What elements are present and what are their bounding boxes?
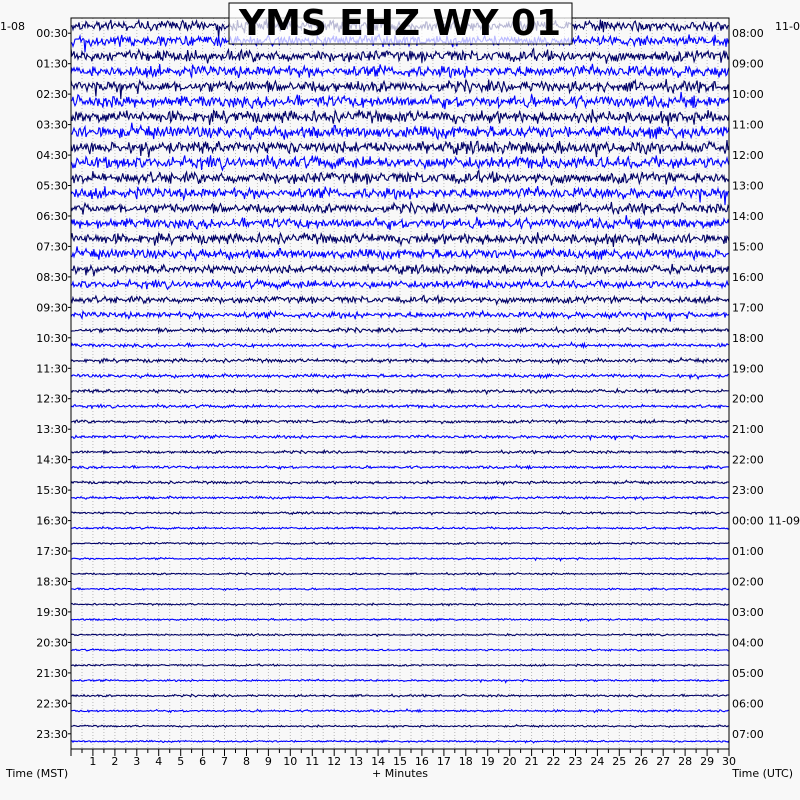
left-time-label: 11:30 xyxy=(36,362,68,376)
right-time-label: 07:00 xyxy=(732,727,764,741)
left-time-label: 16:30 xyxy=(36,514,68,528)
x-tick-label: 27 xyxy=(656,755,671,768)
x-tick-label: 25 xyxy=(612,755,627,768)
left-time-label: 13:30 xyxy=(36,423,68,437)
right-time-label: 08:00 xyxy=(732,27,764,41)
left-time-label: 09:30 xyxy=(36,301,68,315)
x-axis-label-left: Time (MST) xyxy=(6,767,69,780)
x-tick-label: 12 xyxy=(327,755,342,768)
x-tick-label: 28 xyxy=(678,755,693,768)
left-time-label: 21:30 xyxy=(36,666,68,680)
x-tick-label: 17 xyxy=(436,755,451,768)
right-time-label: 03:00 xyxy=(732,605,764,619)
x-axis-label-right: Time (UTC) xyxy=(732,767,793,780)
left-time-label: 03:30 xyxy=(36,118,68,132)
left-time-label: 04:30 xyxy=(36,149,68,163)
x-tick-label: 20 xyxy=(502,755,517,768)
right-time-label: 16:00 xyxy=(732,270,764,284)
right-time-label: 22:00 xyxy=(732,453,764,467)
left-time-label: 15:30 xyxy=(36,484,68,498)
left-time-label: 06:30 xyxy=(36,210,68,223)
x-tick-label: 16 xyxy=(414,755,429,768)
x-tick-label: 18 xyxy=(458,755,473,768)
right-time-label: 23:00 xyxy=(732,484,764,498)
chart-title: YMS EHZ WY 01 xyxy=(238,3,562,44)
x-tick-label: 6 xyxy=(199,755,207,768)
x-tick-label: 9 xyxy=(264,755,272,768)
x-tick-label: 3 xyxy=(133,755,141,768)
right-time-label: 00:00 xyxy=(732,514,764,528)
left-time-label: 17:30 xyxy=(36,545,68,558)
x-tick-label: 19 xyxy=(480,755,495,768)
right-time-label: 01:00 xyxy=(732,545,764,558)
left-time-label: 01:30 xyxy=(36,57,68,71)
right-time-label: 06:00 xyxy=(732,697,764,711)
right-time-label: 05:00 xyxy=(732,666,764,680)
right-time-label: 09:00 xyxy=(732,57,764,71)
x-tick-label: 30 xyxy=(722,755,736,768)
date-label-right-midnight: 11-09 xyxy=(768,514,800,528)
right-time-label: 14:00 xyxy=(732,210,764,223)
x-tick-label: 29 xyxy=(700,755,715,768)
right-time-label: 11:00 xyxy=(732,118,764,132)
x-tick-label: 2 xyxy=(111,755,119,768)
right-time-label: 15:00 xyxy=(732,240,764,254)
right-time-label: 20:00 xyxy=(732,392,764,406)
x-tick-label: 13 xyxy=(349,755,364,768)
right-time-label: 18:00 xyxy=(732,331,764,345)
right-time-label: 21:00 xyxy=(732,423,764,437)
date-label-right: 11-0 xyxy=(775,20,800,33)
x-axis-label: + Minutes xyxy=(371,767,429,780)
x-tick-label: 24 xyxy=(590,755,605,768)
left-time-label: 10:30 xyxy=(36,331,68,345)
x-tick-label: 14 xyxy=(371,755,386,768)
right-time-label: 10:00 xyxy=(732,88,764,102)
left-time-label: 02:30 xyxy=(36,88,68,102)
left-time-label: 14:30 xyxy=(36,453,68,467)
x-tick-label: 10 xyxy=(283,755,298,768)
x-tick-label: 26 xyxy=(634,755,649,768)
left-time-label: 20:30 xyxy=(36,636,68,650)
x-tick-label: 5 xyxy=(177,755,185,768)
x-tick-label: 11 xyxy=(305,755,320,768)
left-time-label: 22:30 xyxy=(36,697,68,711)
x-tick-label: 15 xyxy=(393,755,407,768)
left-time-label: 23:30 xyxy=(36,727,68,741)
right-time-label: 13:00 xyxy=(732,179,764,193)
left-time-label: 19:30 xyxy=(36,605,68,619)
right-time-label: 02:00 xyxy=(732,575,764,589)
x-tick-label: 1 xyxy=(89,755,97,768)
left-time-label: 18:30 xyxy=(36,575,68,589)
x-tick-label: 21 xyxy=(524,755,539,768)
x-tick-label: 23 xyxy=(568,755,583,768)
x-tick-label: 8 xyxy=(243,755,250,768)
right-time-label: 19:00 xyxy=(732,362,764,376)
left-time-label: 07:30 xyxy=(36,240,68,254)
left-time-label: 08:30 xyxy=(36,270,68,284)
right-time-label: 04:00 xyxy=(732,636,764,650)
right-time-label: 17:00 xyxy=(732,301,764,315)
left-time-label: 12:30 xyxy=(36,392,68,406)
date-label-left: 1-08 xyxy=(0,20,25,33)
right-time-label: 12:00 xyxy=(732,149,764,163)
x-tick-label: 22 xyxy=(546,755,561,768)
left-time-label: 00:30 xyxy=(36,27,68,41)
x-tick-label: 7 xyxy=(221,755,228,768)
left-time-label: 05:30 xyxy=(36,179,68,193)
x-tick-label: 4 xyxy=(155,755,163,768)
